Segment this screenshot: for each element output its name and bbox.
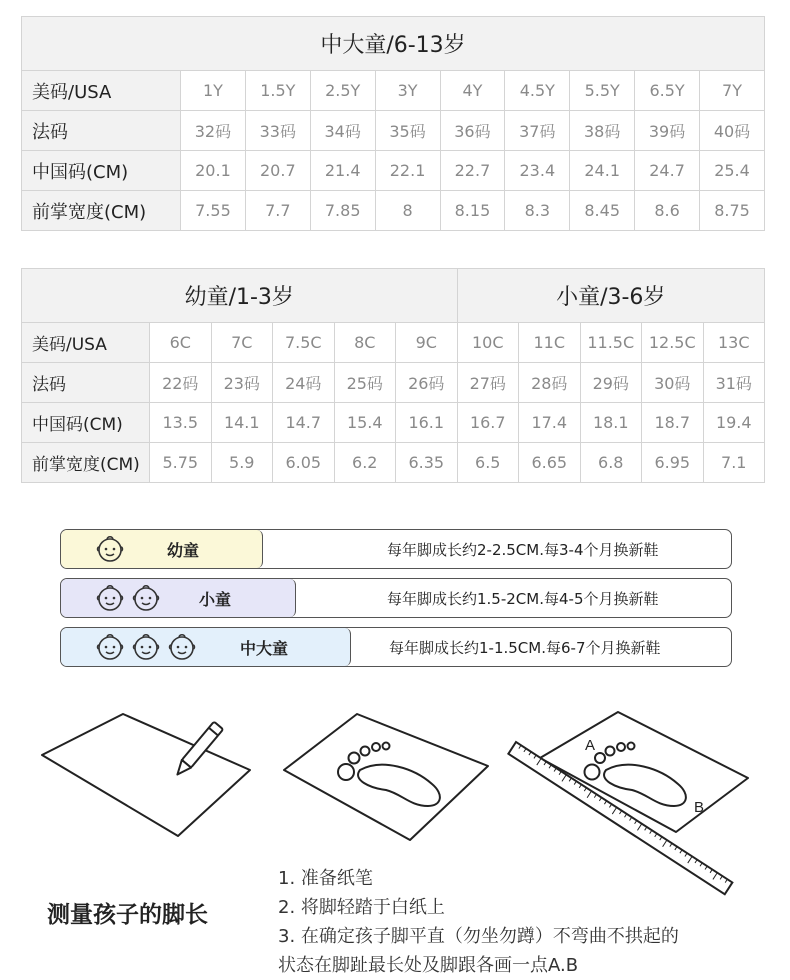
growth-tag: [61, 530, 263, 568]
table-cell: 35码: [375, 111, 440, 151]
table-cell: 18.7: [642, 403, 704, 443]
table-cell: 12.5C: [642, 323, 704, 363]
table-cell: 19.4: [703, 403, 765, 443]
table-title-little-kids: 小童/3-6岁: [457, 269, 765, 323]
table-cell: 20.7: [245, 151, 310, 191]
table-cell: 11.5C: [580, 323, 642, 363]
table-cell: 18.1: [580, 403, 642, 443]
table-cell: 22.1: [375, 151, 440, 191]
growth-tag: [61, 628, 351, 666]
table-cell: 37码: [505, 111, 570, 151]
table-cell: 20.1: [181, 151, 246, 191]
table-cell: 7C: [211, 323, 273, 363]
table-cell: 16.7: [457, 403, 519, 443]
table-cell: 7.1: [703, 443, 765, 483]
table-cell: 8.75: [700, 191, 765, 231]
row-label: 法码: [22, 111, 181, 151]
paper-pencil-illustration: [38, 710, 258, 840]
table-cell: 1Y: [181, 71, 246, 111]
row-label: 美码/USA: [22, 323, 150, 363]
table-cell: 6.5Y: [635, 71, 700, 111]
table-cell: 4Y: [440, 71, 505, 111]
table-cell: 24.1: [570, 151, 635, 191]
size-table-small-kids: [21, 268, 765, 483]
row-label: 前掌宽度(CM): [22, 443, 150, 483]
table-title: 中大童/6-13岁: [22, 17, 765, 71]
table-cell: 3Y: [375, 71, 440, 111]
table-cell: 33码: [245, 111, 310, 151]
table-cell: 5.5Y: [570, 71, 635, 111]
table-cell: 39码: [635, 111, 700, 151]
measure-title: 测量孩子的脚长: [47, 902, 208, 928]
table-cell: 25.4: [700, 151, 765, 191]
baby-face-icon: [131, 632, 161, 662]
table-cell: 8: [375, 191, 440, 231]
table-cell: 24码: [273, 363, 335, 403]
step-2: 2. 将脚轻踏于白纸上: [278, 897, 445, 918]
table-cell: 8.6: [635, 191, 700, 231]
table-cell: 22.7: [440, 151, 505, 191]
table-cell: 34码: [310, 111, 375, 151]
face-icons: [95, 583, 161, 613]
table-row: [22, 403, 765, 443]
table-cell: 11C: [519, 323, 581, 363]
mark-a: A: [585, 737, 596, 754]
step-4: 状态在脚趾最长处及脚跟各画一点A.B: [278, 955, 579, 976]
table-cell: 9C: [396, 323, 458, 363]
table-cell: 31码: [703, 363, 765, 403]
table-cell: 2.5Y: [310, 71, 375, 111]
table-cell: 8.3: [505, 191, 570, 231]
face-icons: [95, 632, 197, 662]
row-label: 法码: [22, 363, 150, 403]
table-cell: 29码: [580, 363, 642, 403]
step-1: 1. 准备纸笔: [278, 868, 373, 889]
size-table-big-kids: [21, 16, 765, 231]
table-cell: 28码: [519, 363, 581, 403]
mark-b: B: [694, 799, 705, 816]
table-cell: 15.4: [334, 403, 396, 443]
table-cell: 26码: [396, 363, 458, 403]
baby-face-icon: [95, 632, 125, 662]
table-cell: 23码: [211, 363, 273, 403]
row-label: 前掌宽度(CM): [22, 191, 181, 231]
ruler-measure-illustration: [512, 708, 752, 866]
table-cell: 14.7: [273, 403, 335, 443]
table-cell: 6.95: [642, 443, 704, 483]
table-cell: 1.5Y: [245, 71, 310, 111]
table-cell: 21.4: [310, 151, 375, 191]
table-cell: 7.7: [245, 191, 310, 231]
growth-description: 每年脚成长约2-2.5CM.每3-4个月换新鞋: [387, 540, 659, 559]
table-cell: 6.65: [519, 443, 581, 483]
table-row: [22, 443, 765, 483]
table-cell: 8.15: [440, 191, 505, 231]
table-row: [22, 111, 765, 151]
baby-face-icon: [95, 534, 125, 564]
baby-face-icon: [95, 583, 125, 613]
table-row: [22, 151, 765, 191]
table-cell: 7.5C: [273, 323, 335, 363]
table-cell: 16.1: [396, 403, 458, 443]
table-cell: 6.5: [457, 443, 519, 483]
baby-face-icon: [167, 632, 197, 662]
baby-face-icon: [131, 583, 161, 613]
growth-description: 每年脚成长约1.5-2CM.每4-5个月换新鞋: [387, 589, 659, 608]
table-cell: 23.4: [505, 151, 570, 191]
table-row: [22, 71, 765, 111]
table-title-toddler: 幼童/1-3岁: [22, 269, 458, 323]
table-cell: 10C: [457, 323, 519, 363]
table-cell: 14.1: [211, 403, 273, 443]
table-cell: 6.05: [273, 443, 335, 483]
growth-bar-big-kids: [60, 627, 732, 667]
table-cell: 7Y: [700, 71, 765, 111]
table-cell: 6C: [150, 323, 212, 363]
table-cell: 6.35: [396, 443, 458, 483]
step-3: 3. 在确定孩子脚平直（勿坐勿蹲）不弯曲不拱起的: [278, 926, 679, 947]
table-cell: 5.9: [211, 443, 273, 483]
growth-label: 中大童: [240, 638, 289, 658]
table-cell: 38码: [570, 111, 635, 151]
growth-bar-toddler: [60, 529, 732, 569]
table-cell: 8C: [334, 323, 396, 363]
table-cell: 7.85: [310, 191, 375, 231]
table-cell: 7.55: [181, 191, 246, 231]
growth-label: 小童: [199, 589, 232, 609]
table-cell: 8.45: [570, 191, 635, 231]
table-cell: 30码: [642, 363, 704, 403]
table-cell: 6.8: [580, 443, 642, 483]
row-label: 中国码(CM): [22, 403, 150, 443]
table-cell: 4.5Y: [505, 71, 570, 111]
growth-bar-little-kids: [60, 578, 732, 618]
footprint-illustration: [282, 710, 492, 845]
face-icons: [95, 534, 125, 564]
table-cell: 13.5: [150, 403, 212, 443]
table-cell: 6.2: [334, 443, 396, 483]
table-row: [22, 191, 765, 231]
table-cell: 13C: [703, 323, 765, 363]
row-label: 中国码(CM): [22, 151, 181, 191]
table-cell: 25码: [334, 363, 396, 403]
table-row: [22, 323, 765, 363]
table-cell: 17.4: [519, 403, 581, 443]
table-cell: 22码: [150, 363, 212, 403]
growth-label: 幼童: [167, 540, 200, 560]
row-label: 美码/USA: [22, 71, 181, 111]
table-cell: 36码: [440, 111, 505, 151]
table-cell: 40码: [700, 111, 765, 151]
table-cell: 27码: [457, 363, 519, 403]
table-cell: 5.75: [150, 443, 212, 483]
growth-tag: [61, 579, 296, 617]
measure-steps: [278, 864, 679, 980]
table-cell: 32码: [181, 111, 246, 151]
table-row: [22, 363, 765, 403]
table-cell: 24.7: [635, 151, 700, 191]
growth-description: 每年脚成长约1-1.5CM.每6-7个月换新鞋: [389, 638, 661, 657]
